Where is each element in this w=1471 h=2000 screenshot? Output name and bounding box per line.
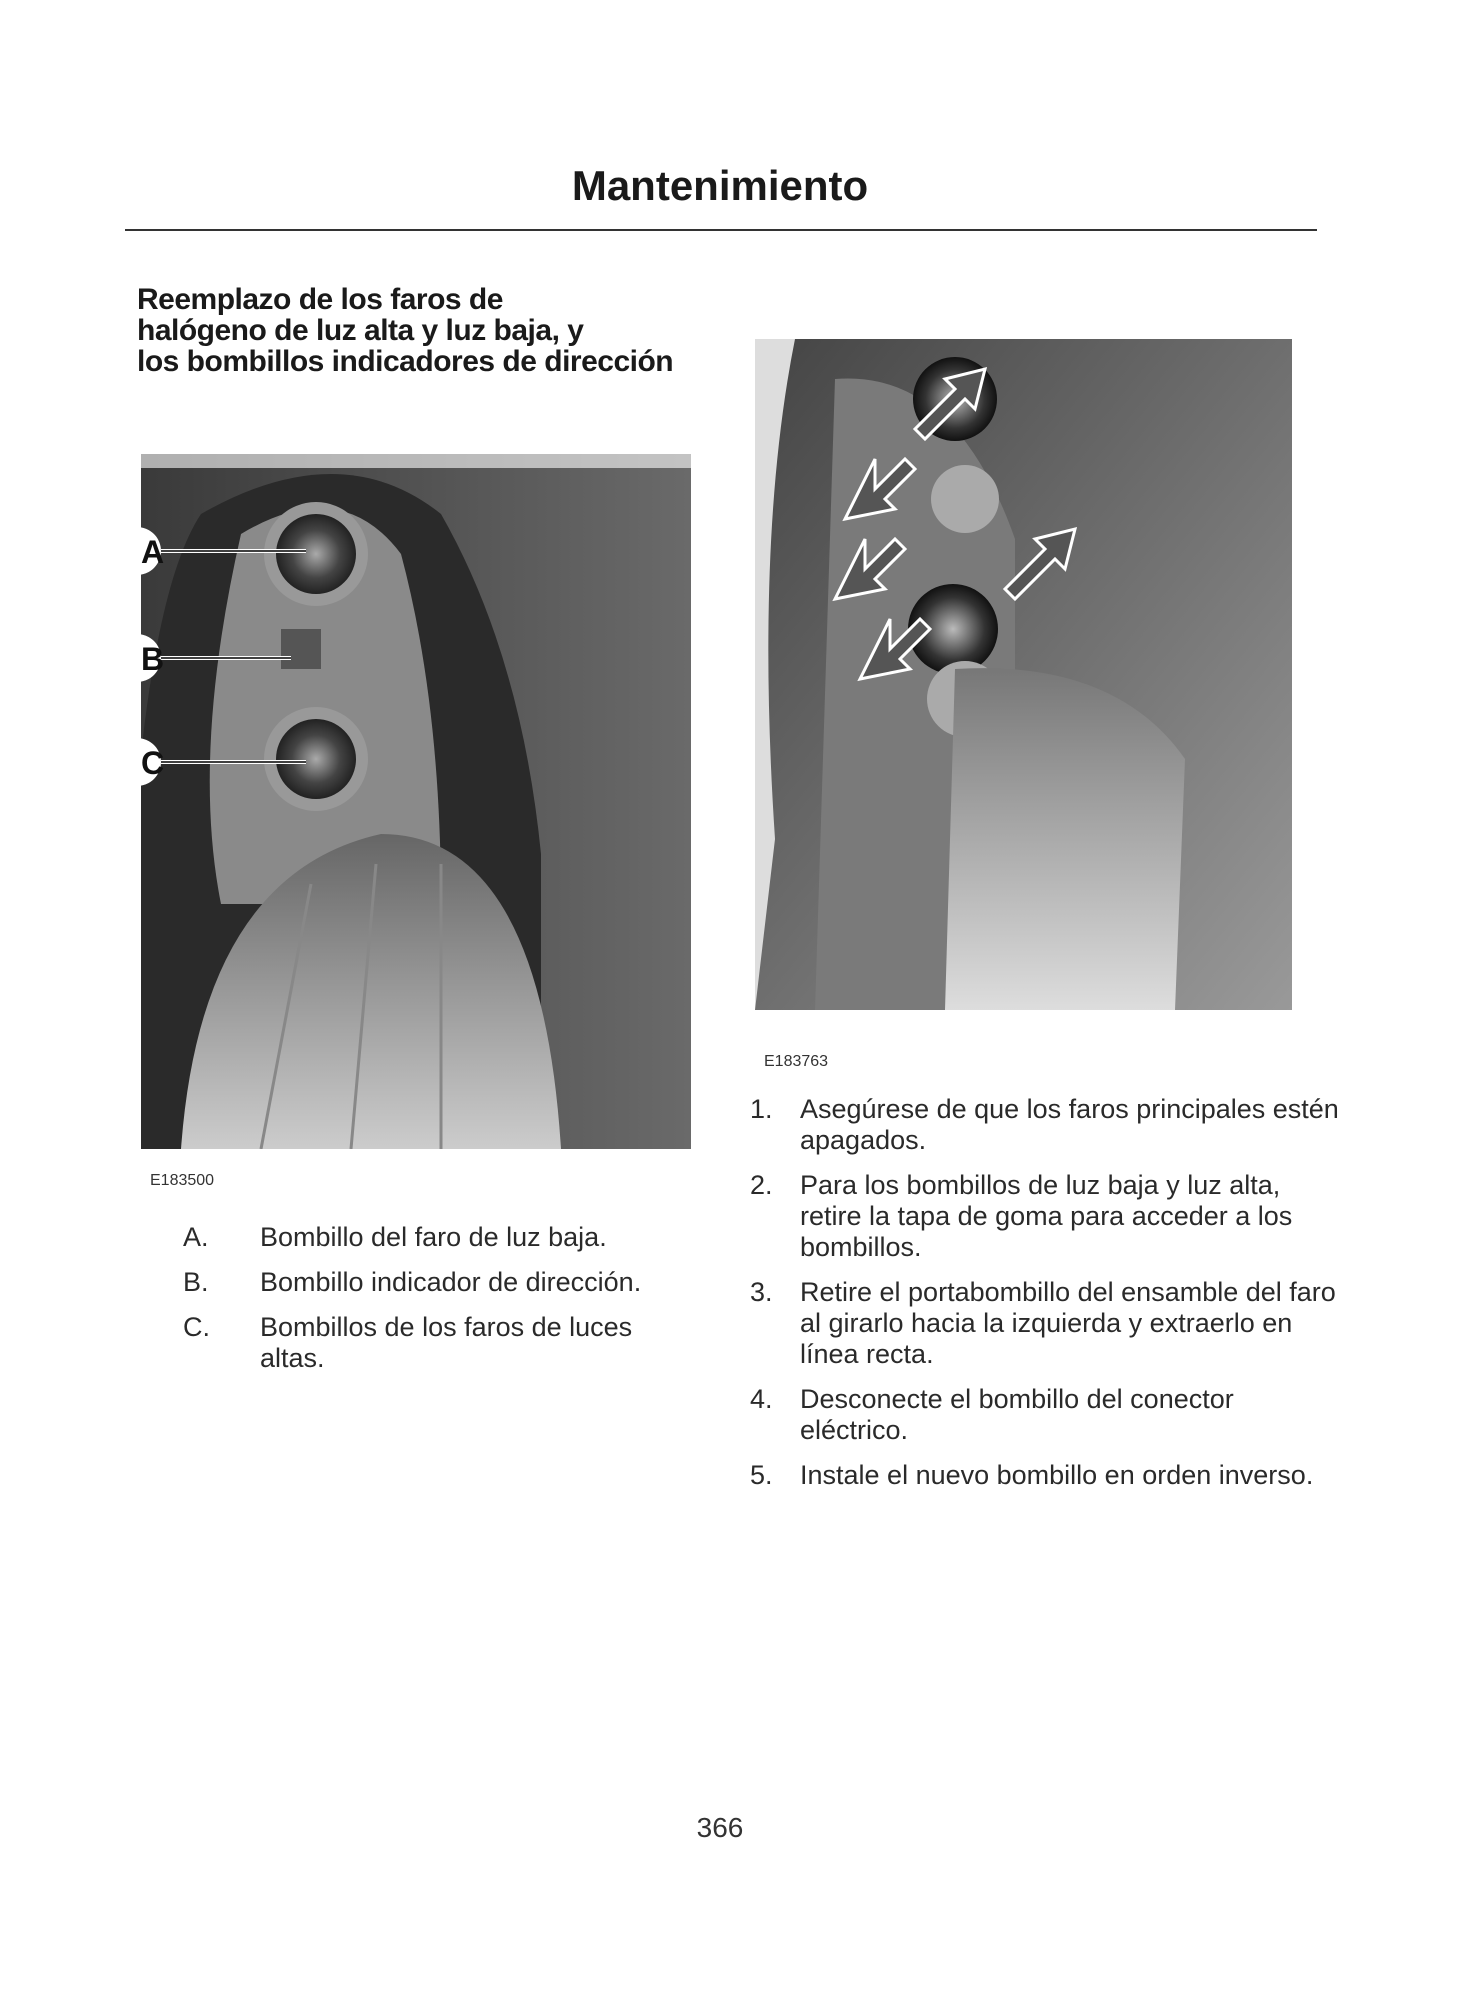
step-text: Desconecte el bombillo del conector eléctrico.	[800, 1384, 1234, 1445]
header-divider	[125, 229, 1317, 231]
headlamp-bulbs-illustration	[141, 454, 691, 1149]
step-number: 5.	[750, 1460, 773, 1490]
step-item	[750, 1384, 1340, 1446]
step-text: Asegúrese de que los faros principales estén apagados.	[800, 1094, 1339, 1155]
page-title: Mantenimiento	[571, 162, 869, 209]
step-item	[750, 1460, 1340, 1491]
heading-line: halógeno de luz alta y luz baja, y	[137, 314, 584, 347]
heading-line: Reemplazo de los faros de	[137, 283, 503, 316]
legend-marker: C.	[183, 1312, 210, 1342]
legend-item	[183, 1312, 703, 1374]
callout-c: C	[141, 745, 165, 781]
step-number: 4.	[750, 1384, 773, 1414]
page-number: 366	[696, 1812, 744, 1843]
section-heading	[137, 284, 673, 377]
callout-b: B	[141, 641, 165, 677]
figure-id: E183763	[764, 1053, 829, 1070]
heading-line: los bombillos indicadores de dirección	[137, 345, 674, 378]
step-item	[750, 1094, 1340, 1156]
step-text: Retire el portabombillo del ensamble del faro al girarlo hacia la izquierda y extraerlo en línea recta.	[800, 1277, 1336, 1369]
step-item	[750, 1277, 1340, 1370]
legend-text: Bombillo indicador de dirección.	[260, 1267, 642, 1297]
callout-a: A	[141, 534, 165, 570]
bulb-removal-illustration	[755, 339, 1292, 1010]
step-text: Instale el nuevo bombillo en orden inverso.	[800, 1460, 1314, 1490]
procedure-steps	[750, 1094, 1340, 1505]
step-number: 2.	[750, 1170, 773, 1200]
figure-id: E183500	[150, 1172, 215, 1189]
legend-item	[183, 1222, 703, 1253]
step-number: 3.	[750, 1277, 773, 1307]
step-text: Para los bombillos de luz baja y luz alta, retire la tapa de goma para acceder a los bombillos.	[800, 1170, 1293, 1262]
legend-marker: A.	[183, 1222, 209, 1252]
legend-marker: B.	[183, 1267, 209, 1297]
callout-legend	[183, 1222, 703, 1388]
step-item	[750, 1170, 1340, 1263]
legend-text: Bombillos de los faros de luces altas.	[260, 1312, 633, 1373]
step-number: 1.	[750, 1094, 773, 1124]
legend-text: Bombillo del faro de luz baja.	[260, 1222, 607, 1252]
legend-item	[183, 1267, 703, 1298]
